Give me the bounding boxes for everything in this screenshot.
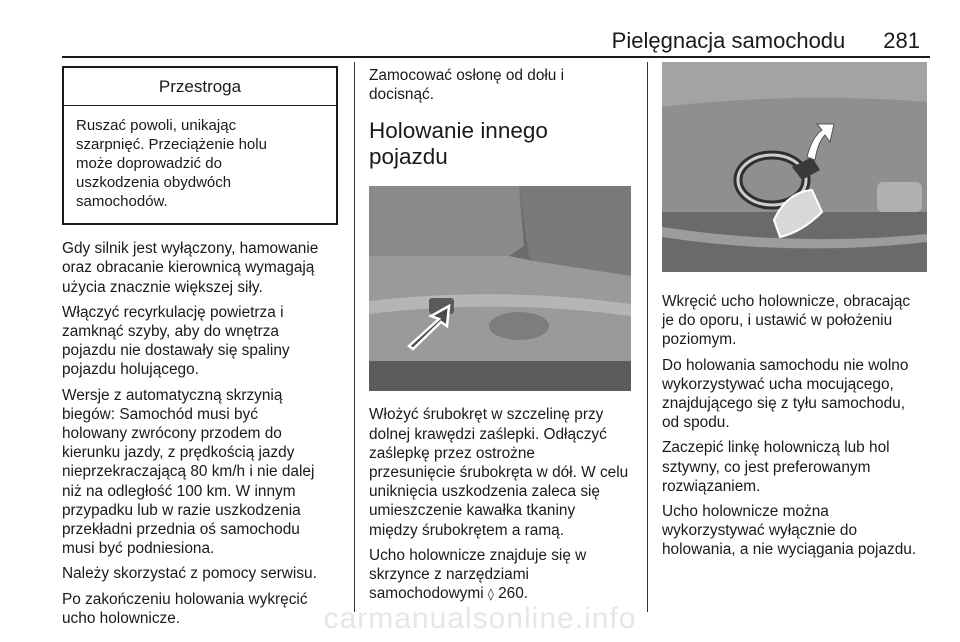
line: sztywny, co jest preferowanym (662, 458, 871, 476)
line: Wkręcić ucho holownicze, obracając (662, 293, 911, 310)
line: dolnej krawędzi zaślepki. Odłączyć (369, 425, 607, 443)
tow-eye-illustration (662, 62, 927, 272)
line: poziomym. (662, 331, 737, 349)
paragraph (369, 546, 631, 605)
paragraph (62, 386, 342, 559)
left-column (62, 62, 342, 634)
line: Włożyć śrubokręt w szczelinę przy (369, 406, 604, 424)
paragraph (62, 303, 342, 380)
header-title: Pielęgnacja samochodu (611, 28, 846, 53)
paragraph (662, 292, 927, 350)
line: holowania, a nie wyciągania pojazdu. (662, 541, 917, 559)
watermark: carmanualsonline.info (323, 602, 637, 635)
line: je do oporu, i ustawić w położeniu (662, 312, 893, 330)
paragraph (662, 438, 927, 496)
tow-eye-image (662, 62, 927, 272)
line: umieszczenie kawałka tkaniny (369, 502, 576, 520)
paragraph (369, 66, 631, 104)
line: przypadku lub w razie uszkodzenia (62, 501, 301, 519)
paragraph (662, 502, 927, 560)
line: ucho holownicze. (62, 609, 181, 627)
page-header (612, 28, 920, 56)
page-number: 281 (883, 28, 920, 53)
caution-line: Ruszać powoli, unikając (76, 117, 237, 135)
line: rozwiązaniem. (662, 477, 761, 495)
line: Ucho holownicze można (662, 503, 829, 521)
line: Po zakończeniu holowania wykręcić (62, 590, 308, 608)
caution-body (64, 106, 336, 223)
section-title: Holowanie innego pojazdu (369, 118, 548, 170)
line: Należy skorzystać z pomocy serwisu. (62, 565, 317, 583)
line: Gdy silnik jest wyłączony, hamowanie (62, 240, 319, 258)
line: przesunięcie śrubokręta w dół. W celu (369, 464, 629, 482)
paragraph (62, 239, 342, 297)
bumper-cover-image (369, 186, 631, 391)
line: musi być podniesiona. (62, 540, 215, 558)
caution-line: uszkodzenia obydwóch (76, 174, 232, 192)
line: pojazdu holującego. (62, 361, 199, 379)
line: nieprzekraczającą 80 km/h i nie dalej (62, 463, 315, 481)
line: Zaczepić linkę holowniczą lub hol (662, 439, 890, 457)
line: Wersje z automatyczną skrzynią (62, 386, 283, 404)
header-rule (62, 56, 930, 58)
line: pojazdu nie dostawały się spaliny (62, 342, 290, 360)
line: docisnąć. (369, 86, 435, 104)
line: biegów: Samochód musi być (62, 405, 258, 423)
column-divider (354, 62, 355, 612)
paragraph (369, 405, 631, 539)
caution-line: samochodów. (76, 193, 168, 211)
paragraph (662, 356, 927, 433)
line: użycia znacznie większej siły. (62, 278, 263, 296)
line: Zamocować osłonę od dołu i (369, 67, 565, 84)
line: oraz obracanie kierownicą wymagają (62, 259, 315, 277)
page-reference-icon: ◊ (487, 587, 494, 602)
line: kierunku jazdy, z prędkością jazdy (62, 444, 295, 462)
right-column (662, 62, 927, 566)
line: Ucho holownicze znajduje się w (369, 546, 587, 564)
line: wykorzystywać wyłącznie do (662, 522, 858, 540)
line: niż na odległość 100 km. W innym (62, 482, 296, 500)
line: skrzynce z narzędziami (369, 566, 529, 584)
line: znajdującego się z tyłu samochodu, (662, 395, 905, 413)
page-reference-link[interactable]: 260. (498, 585, 529, 603)
line: uniknięcia uszkodzenia zaleca się (369, 483, 600, 501)
line: zaślepkę przez ostrożne (369, 444, 535, 462)
rear-bumper-illustration (369, 186, 631, 391)
line: od spodu. (662, 414, 730, 432)
line: między śrubokrętem a ramą. (369, 521, 565, 539)
line: przekładni przednia oś samochodu (62, 521, 300, 539)
paragraph (62, 564, 342, 583)
line: Włączyć recyrkulację powietrza i (62, 303, 284, 321)
middle-column (369, 62, 631, 610)
line: holowany zwrócony przodem do (62, 425, 282, 443)
caution-box (62, 66, 338, 225)
caution-line: szarpnięć. Przeciążenie holu (76, 136, 267, 154)
caution-line: może doprowadzić do (76, 155, 222, 173)
line: zamknąć szyby, aby do wnętrza (62, 323, 279, 341)
line: wykorzystywać ucha mocującego, (662, 375, 894, 393)
caution-title: Przestroga (64, 68, 336, 106)
column-divider (647, 62, 648, 612)
line: Do holowania samochodu nie wolno (662, 356, 909, 374)
line: samochodowymi (369, 585, 484, 603)
